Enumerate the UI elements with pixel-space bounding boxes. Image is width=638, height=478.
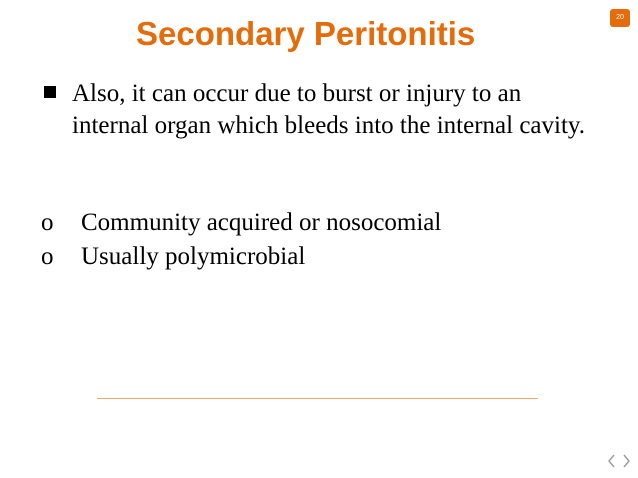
slide-number-badge: 20 [610, 9, 630, 27]
list-item [41, 206, 601, 240]
list-item [41, 240, 601, 274]
list-item [41, 78, 601, 142]
slide-title: Secondary Peritonitis [136, 15, 476, 52]
slide-nav-arrows [605, 452, 633, 470]
circle-bullet-marker: o [41, 209, 54, 236]
slide-navigation [605, 452, 633, 470]
square-bullet-icon [44, 86, 56, 98]
chevron-left-icon[interactable] [605, 452, 618, 470]
main-bullet [41, 78, 601, 142]
sub-item-text: Community acquired or nosocomial [81, 209, 442, 236]
circle-bullet-marker: o [41, 243, 54, 270]
footer-divider [97, 398, 538, 399]
chevron-right-icon[interactable] [620, 452, 633, 470]
bullet-text: Also, it can occur due to burst or injury to an internal organ which bleeds into the internal cavity. [72, 80, 586, 139]
sub-bullet-list [41, 206, 601, 274]
sub-item-text: Usually polymicrobial [81, 243, 306, 270]
